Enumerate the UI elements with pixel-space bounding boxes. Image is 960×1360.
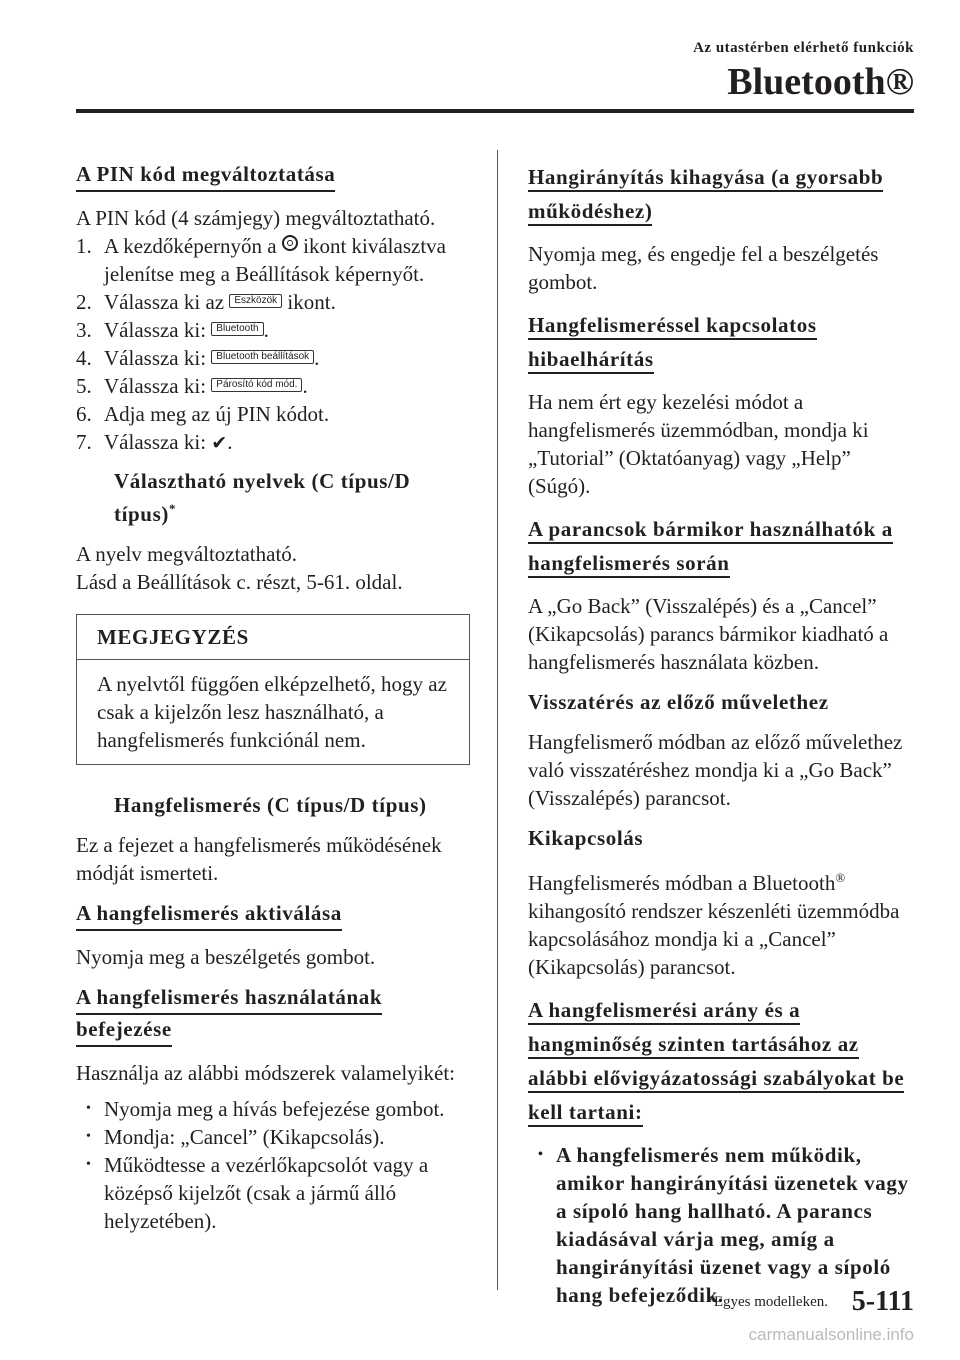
list-item: 2. Válassza ki az Eszközök ikont. xyxy=(76,290,336,314)
left-column xyxy=(76,160,470,1235)
activation-text: Nyomja meg a beszélgetés gombot. xyxy=(76,945,376,969)
list-item: 7. Válassza ki: ✔. xyxy=(76,430,233,454)
list-item: • Működtesse a vezérlőkapcsolót vagy a középső kijelzőt (csak a jármű álló helyzetében). xyxy=(86,1153,429,1233)
list-item: 1. A kezdőképernyőn a ikont kiválasztva jelenítse meg a Beállítások képernyőt. xyxy=(76,234,446,286)
list-item: 6. Adja meg az új PIN kódot. xyxy=(76,402,330,426)
bluetooth-settings-button-icon: Bluetooth beállítások xyxy=(211,350,314,364)
pin-heading: A PIN kód megváltoztatása xyxy=(76,160,335,192)
end-text: Használja az alábbi módszerek valamelyikét: xyxy=(76,1061,455,1085)
troubleshooting-heading: Hangfelismeréssel kapcsolatos hibaelhárítás xyxy=(528,313,817,374)
note-body: A nyelvtől függően elképzelhető, hogy az csak a kijelzőn lesz használható, a hangfelismerés funkciónál nem. xyxy=(97,672,447,752)
list-item: 4. Válassza ki: Bluetooth beállítások . xyxy=(76,346,320,370)
cancel-text: Hangfelismerés módban a Bluetooth® kihangosító rendszer készenléti üzemmódba kapcsolásához mondja ki a „Cancel” (Kikapcsolás) parancsot. xyxy=(528,870,900,979)
note-title: MEGJEGYZÉS xyxy=(77,615,469,660)
end-heading-line1: A hangfelismerés használatának xyxy=(76,983,382,1015)
eszkozok-button-icon: Eszközök xyxy=(229,294,282,308)
voice-recognition-intro: Ez a fejezet a hangfelismerés működésének módját ismerteti. xyxy=(76,833,442,885)
pairing-code-button-icon: Párosító kód mód. xyxy=(211,378,302,392)
skip-text: Nyomja meg, és engedje fel a beszélgetés gombot. xyxy=(528,242,879,294)
list-item: • Nyomja meg a hívás befejezése gombot. xyxy=(86,1097,445,1121)
troubleshooting-text: Ha nem ért egy kezelési módot a hangfelismerés üzemmódban, mondja ki „Tutorial” (Oktatóanyag) vagy „Help” (Súgó). xyxy=(528,390,869,498)
languages-text: A nyelv megváltoztatható. xyxy=(76,542,298,566)
voice-recognition-heading: Hangfelismerés (C típus/D típus) xyxy=(114,793,427,817)
languages-heading: Választható nyelvek (C típus/D típus)* xyxy=(114,469,411,526)
cancel-heading: Kikapcsolás xyxy=(528,826,644,850)
section-title: Az utastérben elérhető funkciók xyxy=(693,40,914,56)
settings-icon xyxy=(282,235,298,251)
go-back-heading: Visszatérés az előző művelethez xyxy=(528,690,829,714)
bluetooth-button-icon: Bluetooth xyxy=(211,322,263,336)
watermark: carmanualsonline.info xyxy=(748,1325,914,1344)
list-item: 3. Válassza ki: Bluetooth . xyxy=(76,318,269,342)
commands-heading: A parancsok bármikor használhatók a hangfelismerés során xyxy=(528,517,893,578)
right-column xyxy=(528,160,914,1309)
checkmark-icon: ✔ xyxy=(211,432,228,454)
footnote: *Egyes modelleken. xyxy=(706,1294,828,1310)
pin-intro: A PIN kód (4 számjegy) megváltoztatható. xyxy=(76,206,436,230)
end-heading-line2: befejezése xyxy=(76,1015,172,1047)
chapter-title: Bluetooth® xyxy=(727,61,914,103)
page-number: 5-111 xyxy=(851,1286,914,1317)
list-item: • A hangfelismerés nem működik, amikor hangirányítási üzenetek vagy a sípoló hang hallható. A parancs kiadásával várja meg, amíg a hangirányítási üzenet vagy a sípoló hang befejeződik. xyxy=(538,1143,909,1307)
precautions-heading: A hangfelismerési arány és a hangminőség szinten tartásához az alábbi elővigyázatossági szabályokat be kell tartani: xyxy=(528,998,904,1127)
pin-steps xyxy=(76,232,470,457)
list-item: 5. Válassza ki: Párosító kód mód. . xyxy=(76,374,308,398)
precautions-list xyxy=(528,1141,914,1309)
end-methods-list xyxy=(76,1095,470,1235)
skip-heading: Hangirányítás kihagyása (a gyorsabb működéshez) xyxy=(528,165,883,226)
header-rule xyxy=(76,109,914,113)
note-box xyxy=(76,614,470,765)
go-back-text: Hangfelismerő módban az előző művelethez való visszatéréshez mondja ki a „Go Back” (Visszalépés) parancsot. xyxy=(528,730,903,810)
languages-reference: Lásd a Beállítások c. részt, 5-61. oldal. xyxy=(76,570,403,594)
activation-heading: A hangfelismerés aktiválása xyxy=(76,899,342,931)
commands-text: A „Go Back” (Visszalépés) és a „Cancel” (Kikapcsolás) parancs bármikor kiadható a hangfelismerés használata közben. xyxy=(528,594,889,674)
column-divider xyxy=(497,150,498,1290)
list-item: • Mondja: „Cancel” (Kikapcsolás). xyxy=(86,1125,385,1149)
